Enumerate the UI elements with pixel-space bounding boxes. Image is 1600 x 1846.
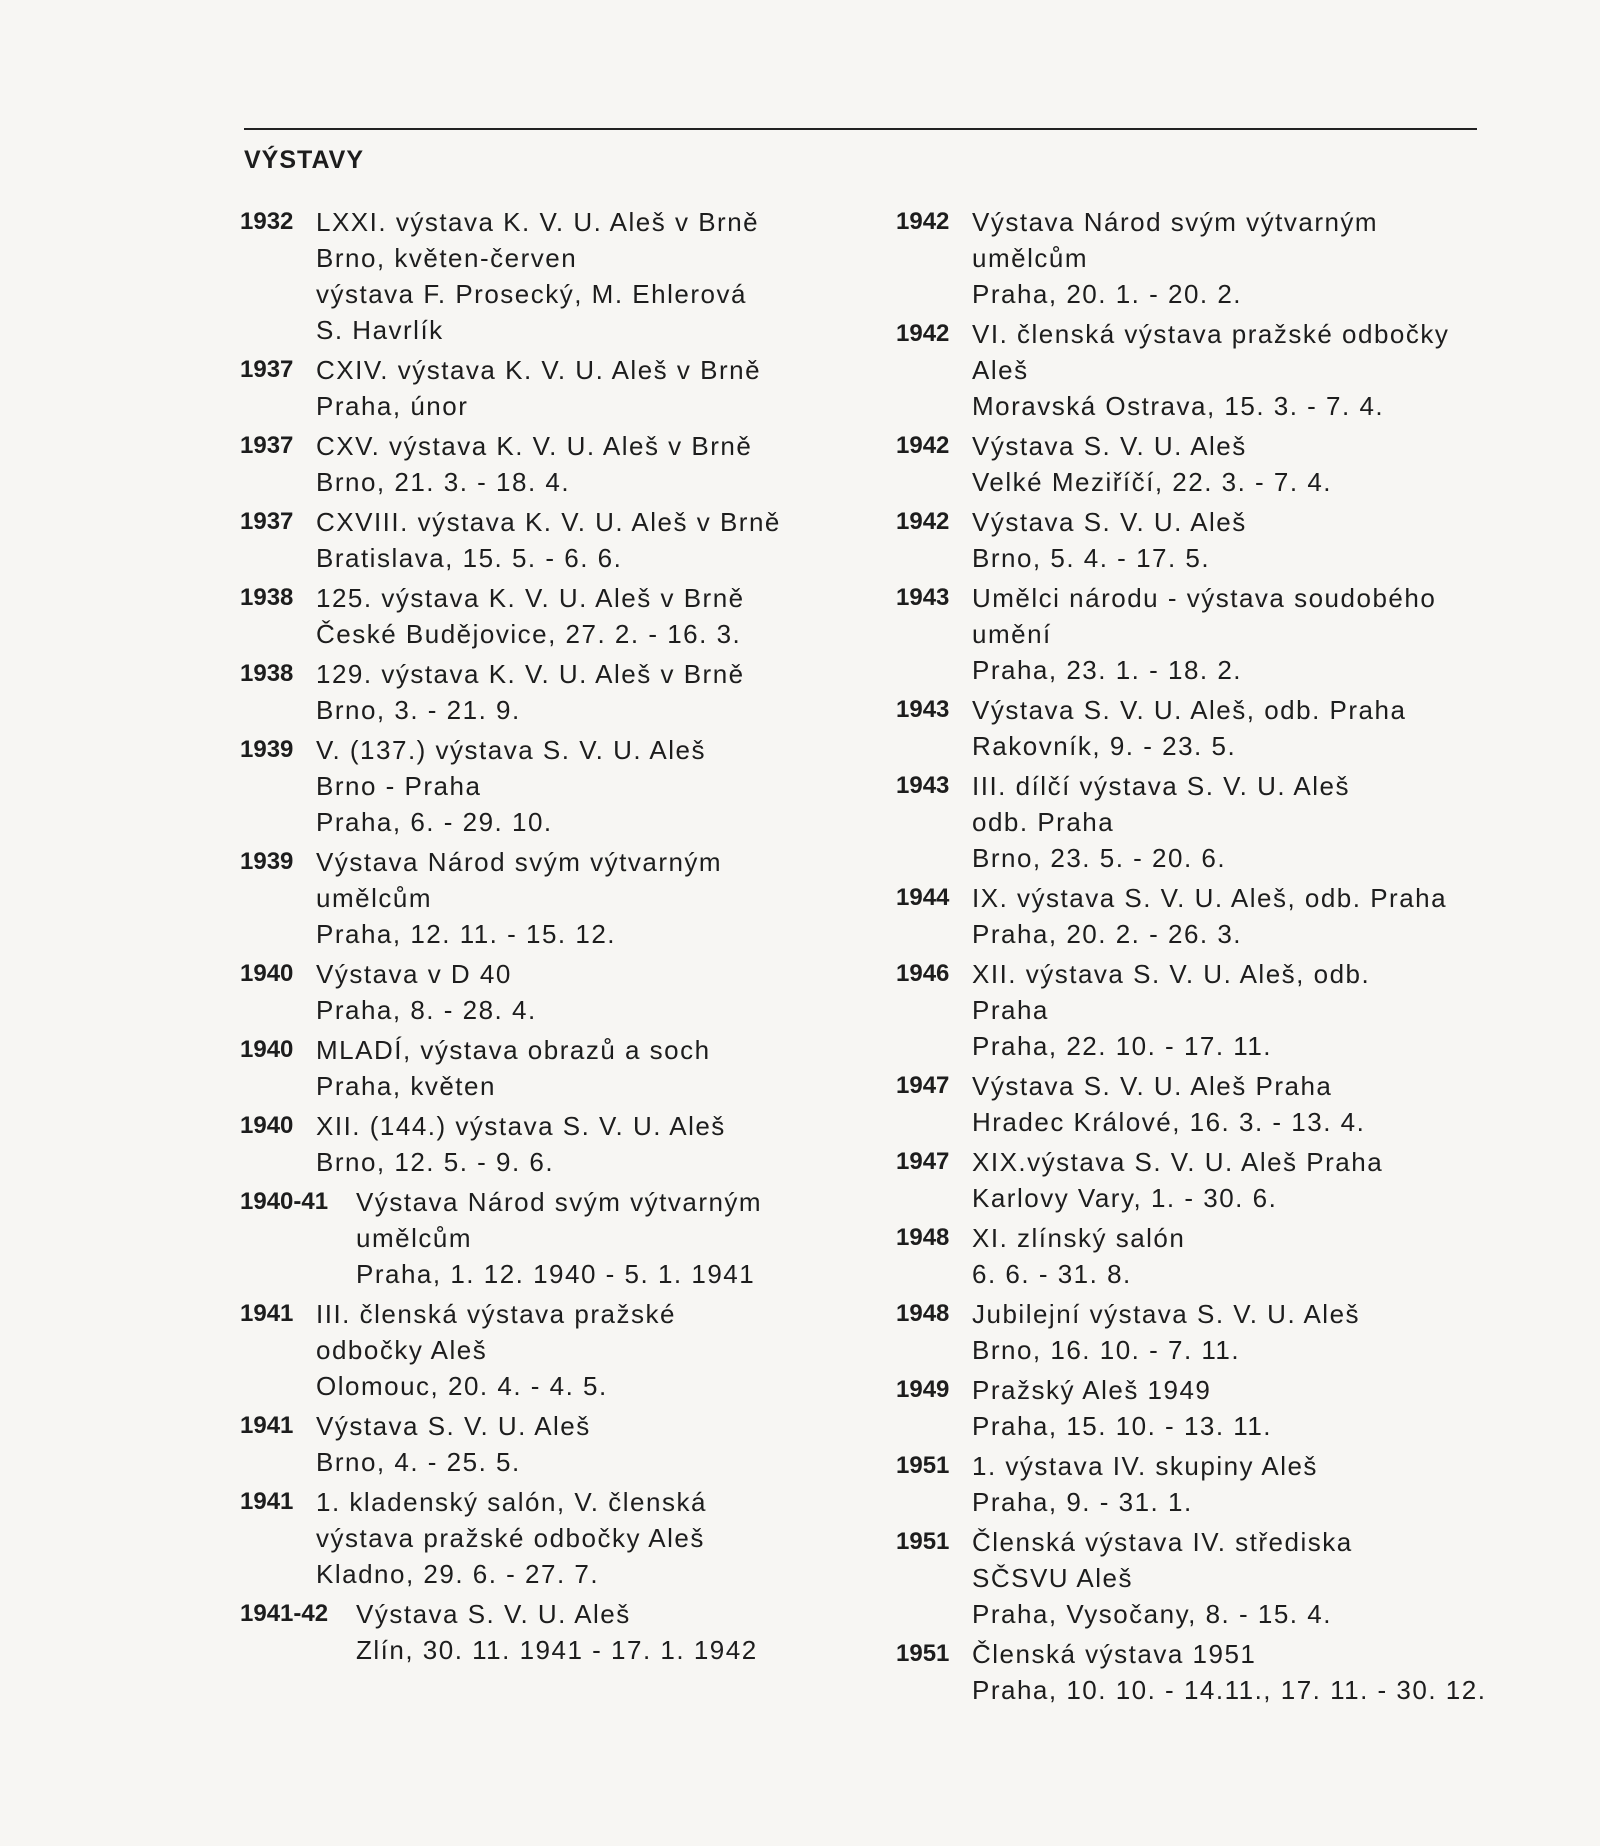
exhibition-entry bbox=[240, 1184, 840, 1292]
entry-line: odbočky Aleš bbox=[316, 1335, 488, 1365]
entry-year: 1940 bbox=[240, 1036, 294, 1063]
entry-lines bbox=[356, 1596, 840, 1668]
entry-lines bbox=[972, 1296, 1496, 1368]
entry-line: umělcům bbox=[972, 243, 1088, 273]
exhibition-entry bbox=[240, 844, 840, 952]
entry-line: umělcům bbox=[316, 883, 432, 913]
entry-year: 1932 bbox=[240, 208, 294, 235]
entry-line: Praha, květen bbox=[316, 1071, 496, 1101]
entry-line: výstava pražské odbočky Aleš bbox=[316, 1523, 705, 1553]
entry-year: 1944 bbox=[896, 884, 950, 911]
entry-lines bbox=[972, 316, 1496, 424]
entry-line: Praha bbox=[972, 995, 1049, 1025]
entry-line: IX. výstava S. V. U. Aleš, odb. Praha bbox=[972, 883, 1448, 913]
entry-year: 1941-42 bbox=[240, 1600, 329, 1627]
entry-year: 1941 bbox=[240, 1300, 294, 1327]
entry-lines bbox=[972, 204, 1496, 312]
entry-lines bbox=[316, 1408, 840, 1480]
exhibition-entry bbox=[896, 768, 1496, 876]
entry-year: 1940-41 bbox=[240, 1188, 329, 1215]
entry-line: Umělci národu - výstava soudobého bbox=[972, 583, 1437, 613]
exhibition-entry bbox=[896, 880, 1496, 952]
entry-year: 1943 bbox=[896, 772, 950, 799]
entry-year: 1946 bbox=[896, 960, 950, 987]
entry-line: 1. výstava IV. skupiny Aleš bbox=[972, 1451, 1318, 1481]
exhibition-entry bbox=[240, 1108, 840, 1180]
entry-year: 1941 bbox=[240, 1488, 294, 1515]
entry-line: Rakovník, 9. - 23. 5. bbox=[972, 731, 1237, 761]
page-heading: VÝSTAVY bbox=[244, 146, 364, 174]
entry-lines bbox=[356, 1184, 840, 1292]
left-column bbox=[240, 204, 840, 1672]
entry-line: Praha, únor bbox=[316, 391, 469, 421]
entry-line: Kladno, 29. 6. - 27. 7. bbox=[316, 1559, 600, 1589]
entry-line: Praha, 6. - 29. 10. bbox=[316, 807, 553, 837]
entry-year: 1938 bbox=[240, 584, 294, 611]
entry-line: Brno, 23. 5. - 20. 6. bbox=[972, 843, 1227, 873]
entry-line: XIX.výstava S. V. U. Aleš Praha bbox=[972, 1147, 1384, 1177]
entry-lines bbox=[316, 204, 840, 348]
entry-lines bbox=[972, 956, 1496, 1064]
exhibition-entry bbox=[240, 1596, 840, 1668]
exhibition-entry bbox=[896, 504, 1496, 576]
entry-line: Praha, 1. 12. 1940 - 5. 1. 1941 bbox=[356, 1259, 756, 1289]
entry-year: 1938 bbox=[240, 660, 294, 687]
entry-line: XI. zlínský salón bbox=[972, 1223, 1186, 1253]
entry-line: SČSVU Aleš bbox=[972, 1563, 1133, 1593]
exhibition-entry bbox=[240, 580, 840, 652]
entry-lines bbox=[972, 504, 1496, 576]
entry-line: České Budějovice, 27. 2. - 16. 3. bbox=[316, 619, 742, 649]
entry-line: Velké Meziříčí, 22. 3. - 7. 4. bbox=[972, 467, 1333, 497]
entry-line: CXV. výstava K. V. U. Aleš v Brně bbox=[316, 431, 753, 461]
entry-lines bbox=[972, 1524, 1496, 1632]
entry-lines bbox=[972, 692, 1496, 764]
entry-line: Karlovy Vary, 1. - 30. 6. bbox=[972, 1183, 1278, 1213]
exhibition-entry bbox=[896, 1296, 1496, 1368]
entry-lines bbox=[972, 1068, 1496, 1140]
entry-line: Aleš bbox=[972, 355, 1029, 385]
entry-lines bbox=[316, 956, 840, 1028]
entry-line: VI. členská výstava pražské odbočky bbox=[972, 319, 1450, 349]
entry-line: Výstava Národ svým výtvarným bbox=[316, 847, 723, 877]
exhibition-entry bbox=[896, 692, 1496, 764]
entry-lines bbox=[316, 1484, 840, 1592]
entry-line: Výstava S. V. U. Aleš bbox=[316, 1411, 591, 1441]
entry-line: XII. výstava S. V. U. Aleš, odb. bbox=[972, 959, 1371, 989]
entry-line: Praha, 15. 10. - 13. 11. bbox=[972, 1411, 1273, 1441]
entry-lines bbox=[316, 844, 840, 952]
entry-year: 1942 bbox=[896, 432, 950, 459]
exhibition-entry bbox=[896, 316, 1496, 424]
exhibition-entry bbox=[896, 1372, 1496, 1444]
exhibition-entry bbox=[240, 956, 840, 1028]
entry-lines bbox=[972, 428, 1496, 500]
entry-line: Brno, 4. - 25. 5. bbox=[316, 1447, 521, 1477]
exhibition-entry bbox=[896, 580, 1496, 688]
entry-line: Zlín, 30. 11. 1941 - 17. 1. 1942 bbox=[356, 1635, 758, 1665]
entry-line: Praha, 23. 1. - 18. 2. bbox=[972, 655, 1243, 685]
entry-line: Praha, Vysočany, 8. - 15. 4. bbox=[972, 1599, 1332, 1629]
entry-lines bbox=[316, 352, 840, 424]
entry-line: Výstava Národ svým výtvarným bbox=[972, 207, 1379, 237]
entry-year: 1951 bbox=[896, 1452, 950, 1479]
entry-lines bbox=[972, 768, 1496, 876]
exhibition-entry bbox=[896, 1144, 1496, 1216]
entry-lines bbox=[972, 880, 1496, 952]
entry-year: 1937 bbox=[240, 356, 294, 383]
entry-line: Olomouc, 20. 4. - 4. 5. bbox=[316, 1371, 608, 1401]
entry-lines bbox=[316, 1296, 840, 1404]
entry-lines bbox=[972, 1372, 1496, 1444]
entry-year: 1939 bbox=[240, 736, 294, 763]
entry-line: Brno, 16. 10. - 7. 11. bbox=[972, 1335, 1241, 1365]
entry-line: Výstava S. V. U. Aleš bbox=[972, 431, 1247, 461]
entry-line: Výstava S. V. U. Aleš bbox=[972, 507, 1247, 537]
entry-lines bbox=[972, 1220, 1496, 1292]
exhibition-entry bbox=[896, 1448, 1496, 1520]
entry-lines bbox=[316, 1032, 840, 1104]
right-column bbox=[896, 204, 1496, 1712]
entry-line: 6. 6. - 31. 8. bbox=[972, 1259, 1132, 1289]
entry-line: Výstava Národ svým výtvarným bbox=[356, 1187, 763, 1217]
entry-year: 1942 bbox=[896, 508, 950, 535]
entry-line: Praha, 20. 2. - 26. 3. bbox=[972, 919, 1243, 949]
entry-line: Moravská Ostrava, 15. 3. - 7. 4. bbox=[972, 391, 1385, 421]
entry-year: 1948 bbox=[896, 1300, 950, 1327]
entry-lines bbox=[972, 580, 1496, 688]
entry-year: 1939 bbox=[240, 848, 294, 875]
exhibition-entry bbox=[240, 504, 840, 576]
entry-year: 1940 bbox=[240, 960, 294, 987]
entry-line: Brno - Praha bbox=[316, 771, 482, 801]
entry-year: 1943 bbox=[896, 584, 950, 611]
exhibition-entry bbox=[240, 428, 840, 500]
entry-line: 129. výstava K. V. U. Aleš v Brně bbox=[316, 659, 745, 689]
entry-year: 1951 bbox=[896, 1640, 950, 1667]
entry-line: Praha, 12. 11. - 15. 12. bbox=[316, 919, 617, 949]
entry-lines bbox=[316, 428, 840, 500]
entry-line: V. (137.) výstava S. V. U. Aleš bbox=[316, 735, 706, 765]
entry-lines bbox=[316, 580, 840, 652]
entry-line: Výstava S. V. U. Aleš Praha bbox=[972, 1071, 1333, 1101]
entry-line: Praha, 20. 1. - 20. 2. bbox=[972, 279, 1243, 309]
entry-line: Praha, 9. - 31. 1. bbox=[972, 1487, 1193, 1517]
entry-lines bbox=[316, 656, 840, 728]
top-rule bbox=[244, 128, 1477, 130]
entry-line: Výstava S. V. U. Aleš, odb. Praha bbox=[972, 695, 1407, 725]
entry-line: umělcům bbox=[356, 1223, 472, 1253]
entry-line: CXVIII. výstava K. V. U. Aleš v Brně bbox=[316, 507, 781, 537]
entry-line: MLADÍ, výstava obrazů a soch bbox=[316, 1035, 711, 1065]
entry-lines bbox=[972, 1636, 1496, 1708]
exhibition-entry bbox=[896, 428, 1496, 500]
exhibition-entry bbox=[240, 1296, 840, 1404]
entry-line: Výstava v D 40 bbox=[316, 959, 512, 989]
exhibition-entry bbox=[896, 1220, 1496, 1292]
entry-year: 1948 bbox=[896, 1224, 950, 1251]
entry-line: Hradec Králové, 16. 3. - 13. 4. bbox=[972, 1107, 1366, 1137]
entry-year: 1951 bbox=[896, 1528, 950, 1555]
entry-line: LXXI. výstava K. V. U. Aleš v Brně bbox=[316, 207, 760, 237]
entry-line: Praha, 22. 10. - 17. 11. bbox=[972, 1031, 1273, 1061]
exhibition-entry bbox=[240, 1032, 840, 1104]
entry-line: Výstava S. V. U. Aleš bbox=[356, 1599, 631, 1629]
entry-line: Brno, 12. 5. - 9. 6. bbox=[316, 1147, 555, 1177]
entry-line: Členská výstava 1951 bbox=[972, 1639, 1257, 1669]
exhibition-entry bbox=[240, 204, 840, 348]
entry-line: 1. kladenský salón, V. členská bbox=[316, 1487, 707, 1517]
exhibition-entry bbox=[240, 1408, 840, 1480]
entry-line: Brno, 3. - 21. 9. bbox=[316, 695, 521, 725]
entry-line: Jubilejní výstava S. V. U. Aleš bbox=[972, 1299, 1361, 1329]
entry-year: 1942 bbox=[896, 208, 950, 235]
exhibition-entry bbox=[896, 1524, 1496, 1632]
entry-year: 1937 bbox=[240, 432, 294, 459]
exhibition-entry bbox=[896, 956, 1496, 1064]
entry-line: Pražský Aleš 1949 bbox=[972, 1375, 1212, 1405]
entry-line: III. dílčí výstava S. V. U. Aleš bbox=[972, 771, 1350, 801]
exhibition-entry bbox=[240, 1484, 840, 1592]
entry-lines bbox=[316, 1108, 840, 1180]
entry-line: Brno, květen-červen bbox=[316, 243, 578, 273]
exhibition-entry bbox=[240, 656, 840, 728]
entry-line: 125. výstava K. V. U. Aleš v Brně bbox=[316, 583, 745, 613]
entry-line: CXIV. výstava K. V. U. Aleš v Brně bbox=[316, 355, 762, 385]
entry-year: 1940 bbox=[240, 1112, 294, 1139]
entry-lines bbox=[316, 732, 840, 840]
entry-line: XII. (144.) výstava S. V. U. Aleš bbox=[316, 1111, 726, 1141]
exhibition-entry bbox=[896, 204, 1496, 312]
exhibition-entry bbox=[240, 732, 840, 840]
entry-line: Brno, 21. 3. - 18. 4. bbox=[316, 467, 571, 497]
entry-line: výstava F. Prosecký, M. Ehlerová bbox=[316, 279, 747, 309]
entry-year: 1949 bbox=[896, 1376, 950, 1403]
entry-line: S. Havrlík bbox=[316, 315, 444, 345]
entry-year: 1937 bbox=[240, 508, 294, 535]
entry-lines bbox=[972, 1144, 1496, 1216]
entry-lines bbox=[316, 504, 840, 576]
entry-lines bbox=[972, 1448, 1496, 1520]
exhibition-entry bbox=[896, 1068, 1496, 1140]
entry-year: 1947 bbox=[896, 1148, 950, 1175]
entry-line: Praha, 10. 10. - 14.11., 17. 11. - 30. 12. bbox=[972, 1675, 1487, 1705]
entry-year: 1947 bbox=[896, 1072, 950, 1099]
entry-line: Praha, 8. - 28. 4. bbox=[316, 995, 537, 1025]
entry-year: 1941 bbox=[240, 1412, 294, 1439]
entry-line: Členská výstava IV. střediska bbox=[972, 1527, 1353, 1557]
exhibition-entry bbox=[240, 352, 840, 424]
entry-line: Brno, 5. 4. - 17. 5. bbox=[972, 543, 1211, 573]
entry-line: odb. Praha bbox=[972, 807, 1115, 837]
entry-line: III. členská výstava pražské bbox=[316, 1299, 676, 1329]
entry-year: 1943 bbox=[896, 696, 950, 723]
entry-line: umění bbox=[972, 619, 1052, 649]
exhibition-entry bbox=[896, 1636, 1496, 1708]
entry-year: 1942 bbox=[896, 320, 950, 347]
entry-line: Bratislava, 15. 5. - 6. 6. bbox=[316, 543, 623, 573]
